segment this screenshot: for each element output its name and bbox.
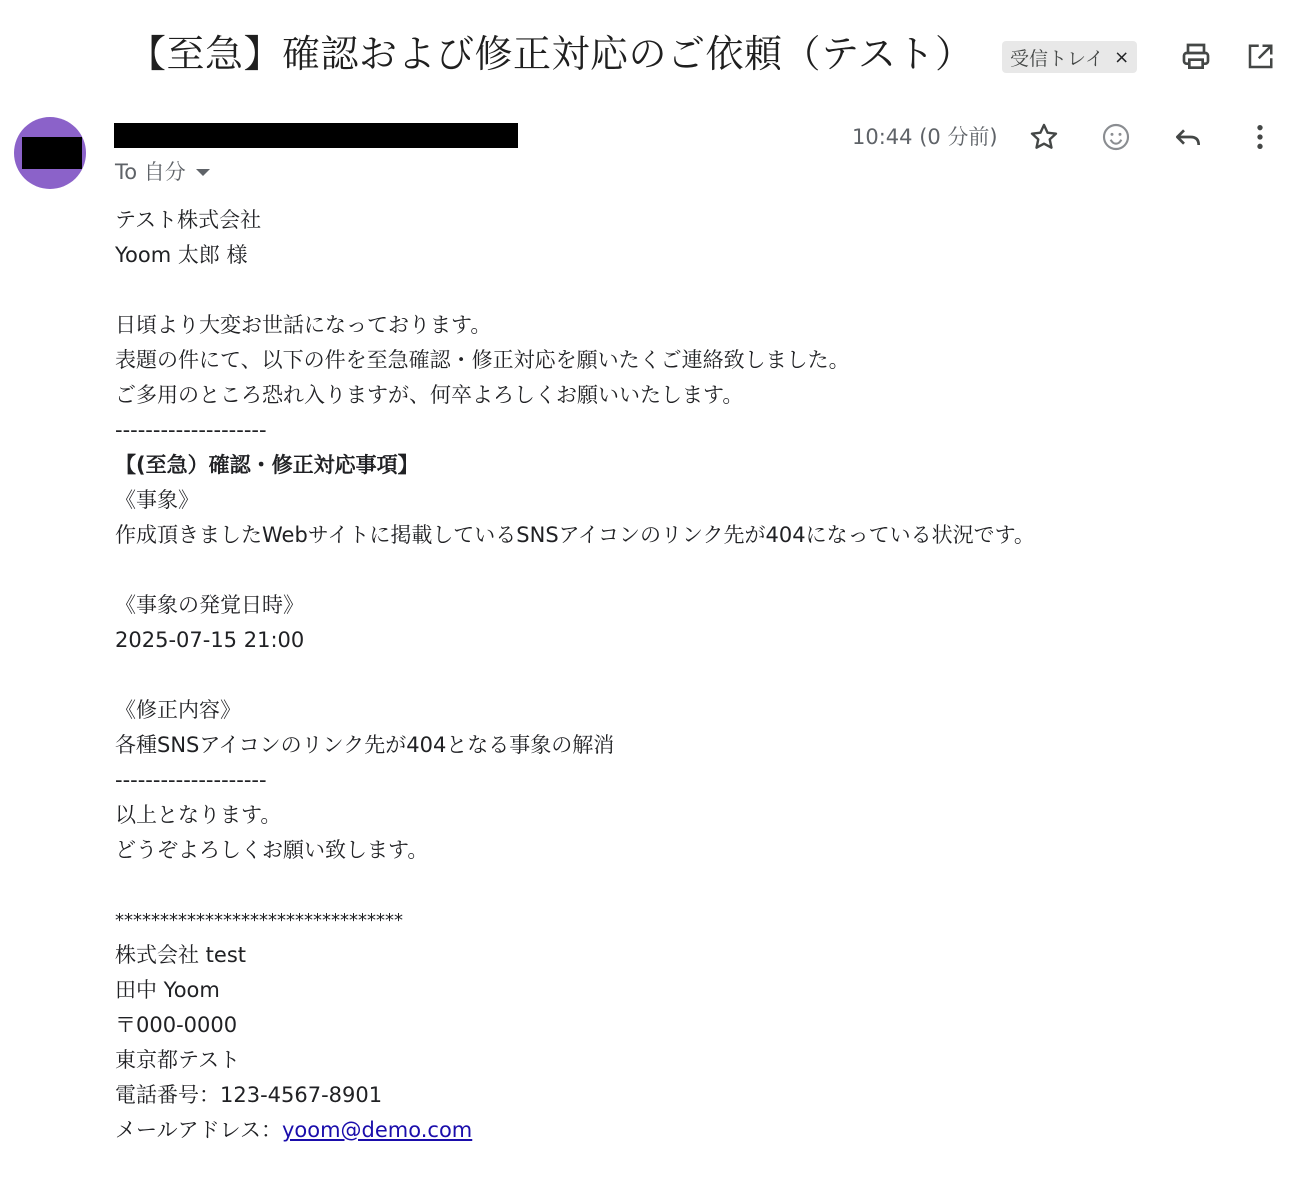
inbox-label-chip[interactable] [1002, 41, 1137, 73]
body-line: ******************************** [115, 910, 403, 931]
emoji-reaction-button[interactable] [1096, 117, 1136, 157]
body-line: 田中 Yoom [115, 978, 220, 1002]
reply-button[interactable] [1168, 117, 1208, 157]
star-button[interactable] [1024, 117, 1064, 157]
more-vertical-icon [1244, 121, 1276, 153]
star-icon [1028, 121, 1060, 153]
body-line: -------------------- [115, 768, 267, 792]
body-line: 東京都テスト [115, 1048, 241, 1072]
more-options-button[interactable] [1240, 117, 1280, 157]
emoji-reaction-icon [1100, 121, 1132, 153]
body-line: 株式会社 test [115, 943, 247, 967]
recipient-text: To 自分 [115, 160, 186, 184]
body-line: 《事象の発覚日時》 [115, 593, 304, 617]
body-line [115, 658, 1265, 693]
body-line [115, 273, 1265, 308]
body-line: 表題の件にて、以下の件を至急確認・修正対応を願いたくご連絡致しました。 [115, 348, 850, 372]
body-line: 作成頂きましたWebサイトに掲載しているSNSアイコンのリンク先が404になっている状況です。 [115, 523, 1035, 547]
recipient-details-toggle[interactable] [115, 156, 210, 186]
email-address-label: メールアドレス： [115, 1118, 282, 1142]
body-line: テスト株式会社 [115, 208, 262, 232]
remove-label-button[interactable]: × [1114, 46, 1130, 68]
chevron-down-icon [196, 169, 210, 176]
body-line [115, 868, 1265, 903]
sender-avatar [14, 117, 86, 189]
email-address-link[interactable]: yoom@demo.com [281, 1118, 473, 1142]
open-in-new-window-icon [1245, 42, 1275, 72]
body-line: 【(至急）確認・修正対応事項】 [115, 453, 419, 477]
open-in-new-window-button[interactable] [1240, 37, 1280, 77]
email-header [0, 0, 1310, 110]
body-line: 《修正内容》 [115, 698, 241, 722]
avatar-redaction [22, 137, 82, 169]
body-line: 日頃より大変お世話になっております。 [115, 313, 492, 337]
body-line: 〒000-0000 [115, 1013, 238, 1037]
reply-icon [1172, 121, 1204, 153]
body-line: 《事象》 [115, 488, 199, 512]
label-text: 受信トレイ [1010, 47, 1105, 70]
email-address-line [115, 1113, 1265, 1148]
body-line: -------------------- [115, 418, 267, 442]
body-line: どうぞよろしくお願い致します。 [115, 838, 429, 862]
printer-icon [1180, 41, 1212, 73]
body-line [115, 553, 1265, 588]
timestamp: 10:44 (0 分前) [852, 125, 998, 149]
body-line: 各種SNSアイコンのリンク先が404となる事象の解消 [115, 733, 615, 757]
body-line: 電話番号：123-4567-8901 [115, 1083, 383, 1107]
print-button[interactable] [1176, 37, 1216, 77]
body-line: 2025-07-15 21:00 [115, 628, 305, 652]
body-line: Yoom 太郎 様 [115, 243, 248, 267]
body-line: ご多用のところ恐れ入りますが、何卒よろしくお願いいたします。 [115, 383, 744, 407]
email-subject: 【至急】確認および修正対応のご依頼（テスト） [128, 32, 974, 76]
body-line: 以上となります。 [115, 803, 282, 827]
email-body-lines [115, 203, 1265, 1113]
sender-name-redaction [114, 123, 518, 148]
email-body [115, 203, 1265, 1148]
